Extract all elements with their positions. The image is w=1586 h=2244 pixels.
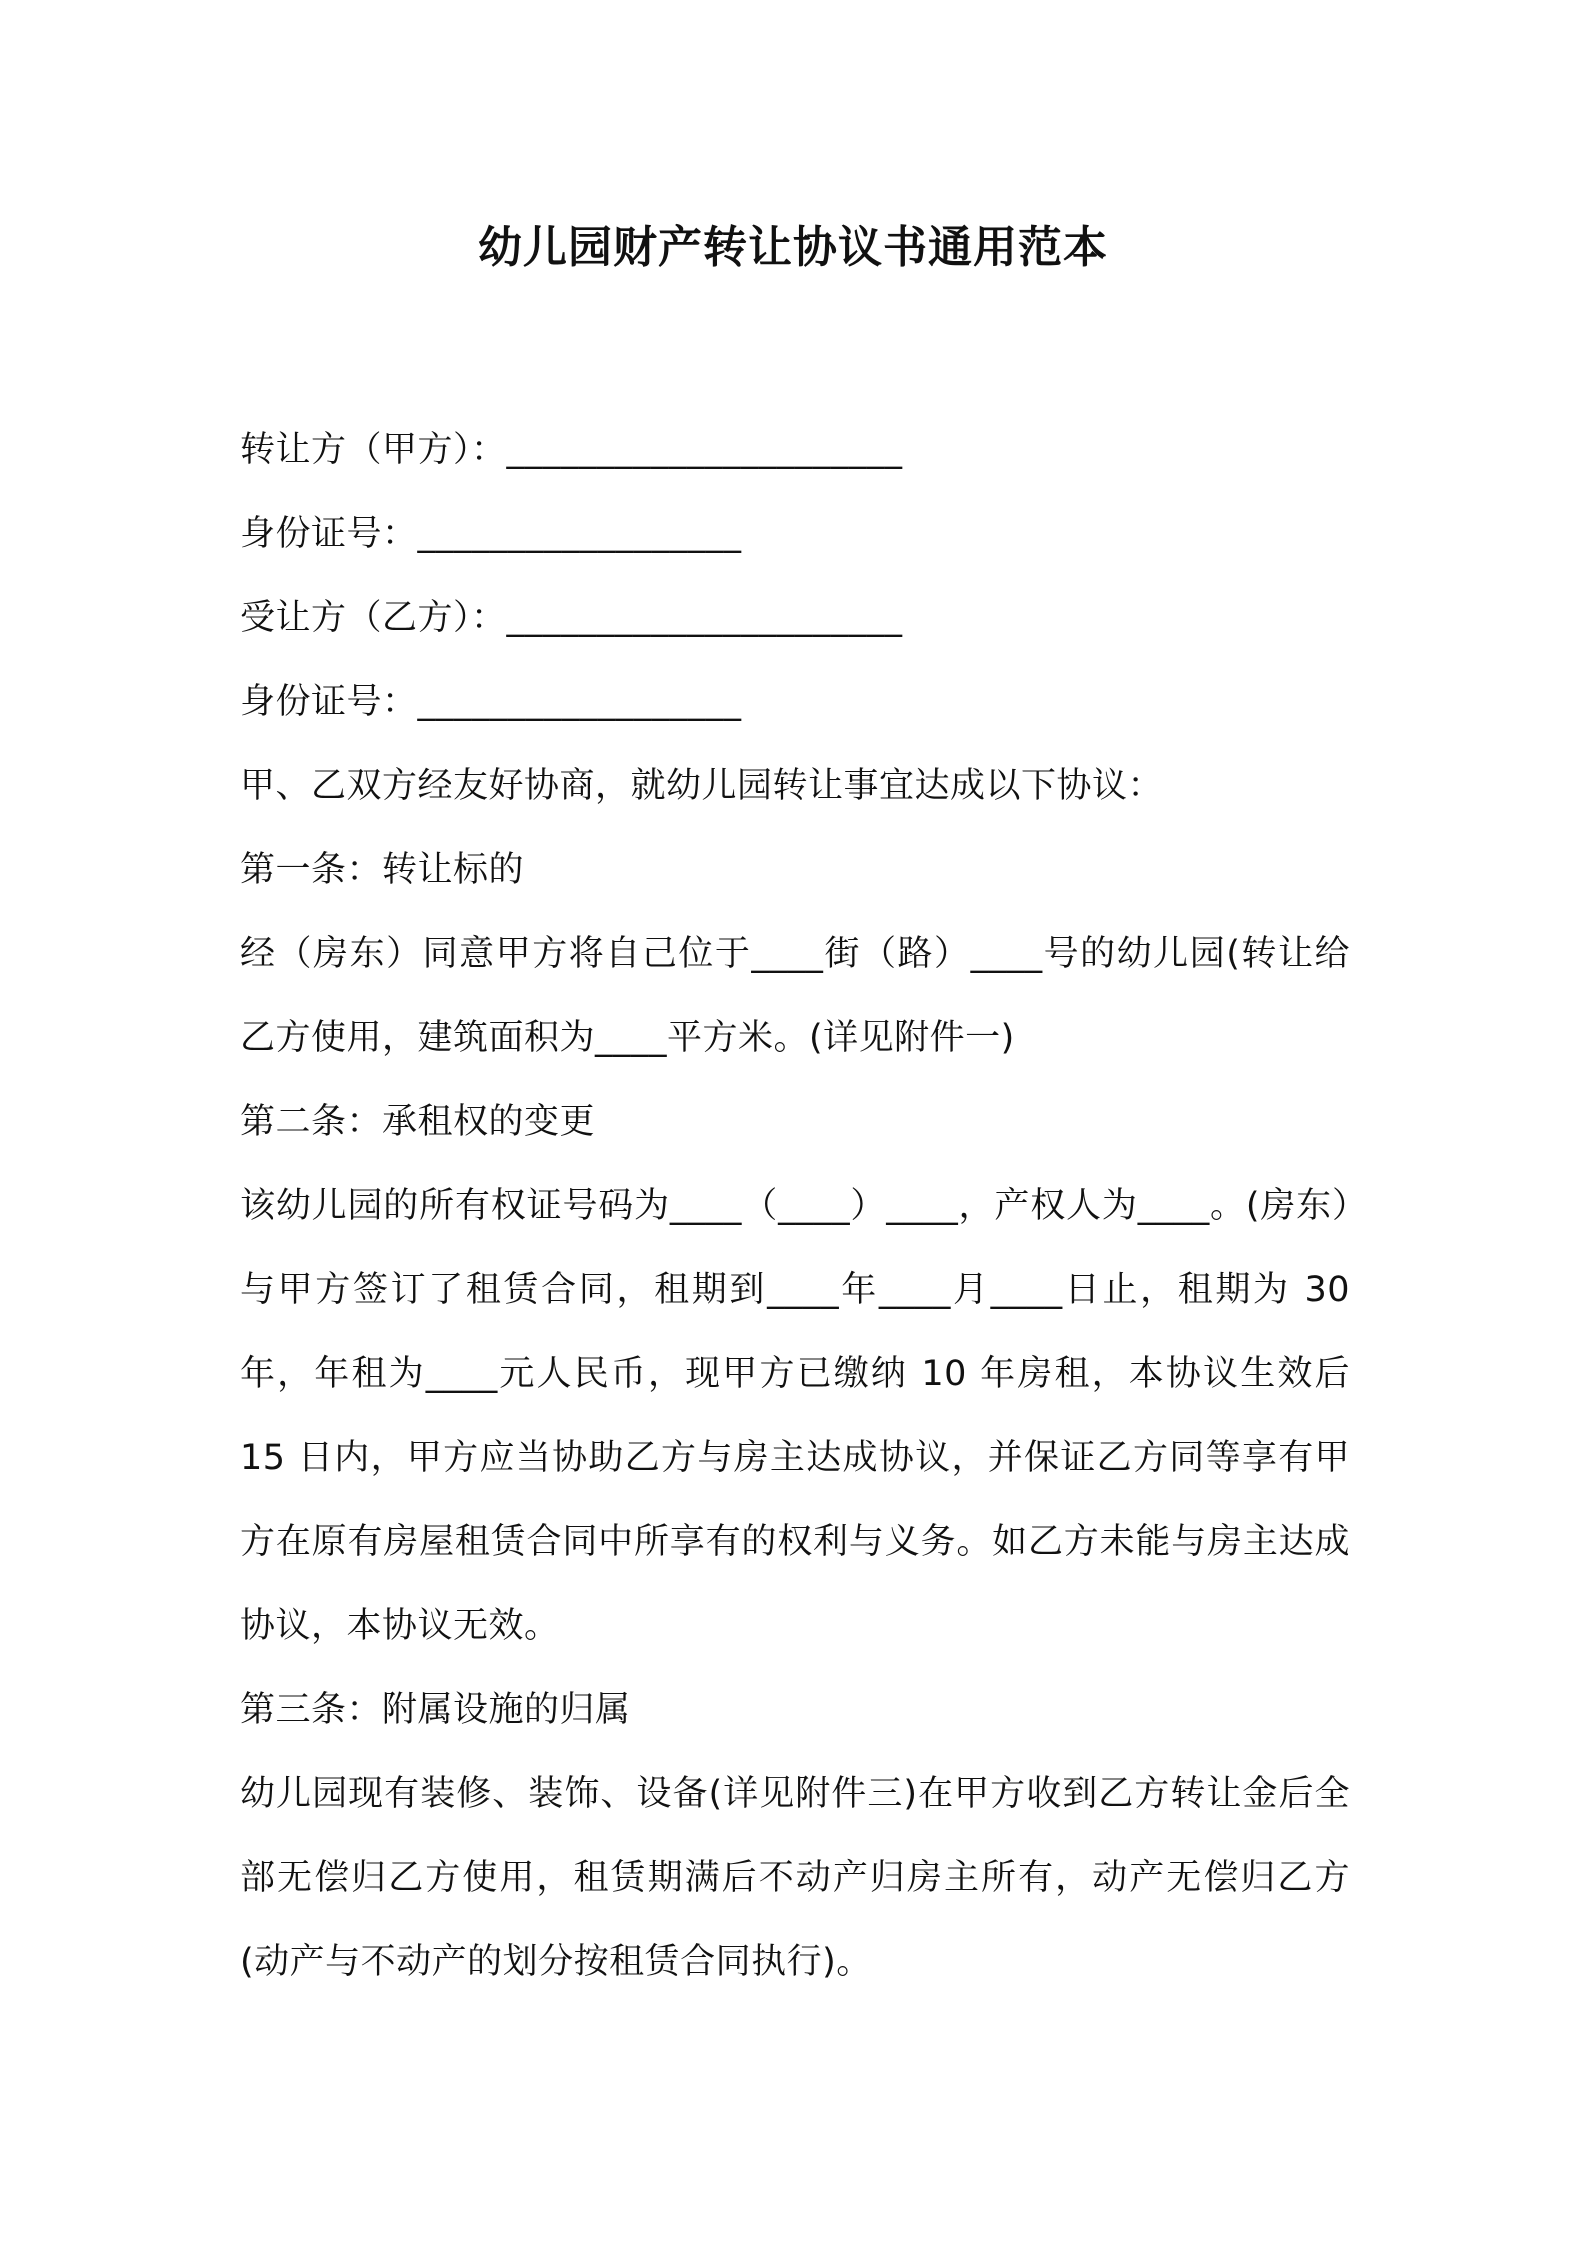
article2-body: 该幼儿园的所有权证号码为____（____）____，产权人为____。(房东）与甲方签订了租赁合同，租期到____年____月____日止，租期为 30 年，年租为____元人民币，现甲方已缴纳 10 年房租，本协议生效后 15 日内，甲方应当协助乙方与房主达成协议，并保证乙方同等享有甲方在原有房屋租赁合同中所享有的权利与义务。如乙方未能与房主达成协议，本协议无效。 (240, 1186, 1350, 1646)
transferee-id-field: 身份证号：__________________ (240, 682, 742, 722)
document-body (240, 408, 1350, 2004)
intro-paragraph: 甲、乙双方经友好协商，就幼儿园转让事宜达成以下协议： (240, 766, 1164, 806)
article1-heading: 第一条：转让标的 (240, 850, 525, 890)
article2-heading: 第二条：承租权的变更 (240, 1102, 596, 1142)
article3-heading: 第三条：附属设施的归属 (240, 1690, 631, 1730)
transferor-id-field: 身份证号：__________________ (240, 514, 742, 554)
document-title: 幼儿园财产转让协议书通用范本 (478, 222, 1108, 273)
article3-body: 幼儿园现有装修、装饰、设备(详见附件三)在甲方收到乙方转让金后全部无偿归乙方使用，租赁期满后不动产归房主所有，动产无偿归乙方(动产与不动产的划分按租赁合同执行)。 (240, 1774, 1350, 1982)
transferee-field: 受让方（乙方）：______________________ (240, 598, 903, 638)
transferor-field: 转让方（甲方）：______________________ (240, 430, 903, 470)
article1-body: 经（房东）同意甲方将自己位于____街（路）____号的幼儿园(转让给乙方使用，建筑面积为____平方米。(详见附件一) (240, 934, 1350, 1058)
